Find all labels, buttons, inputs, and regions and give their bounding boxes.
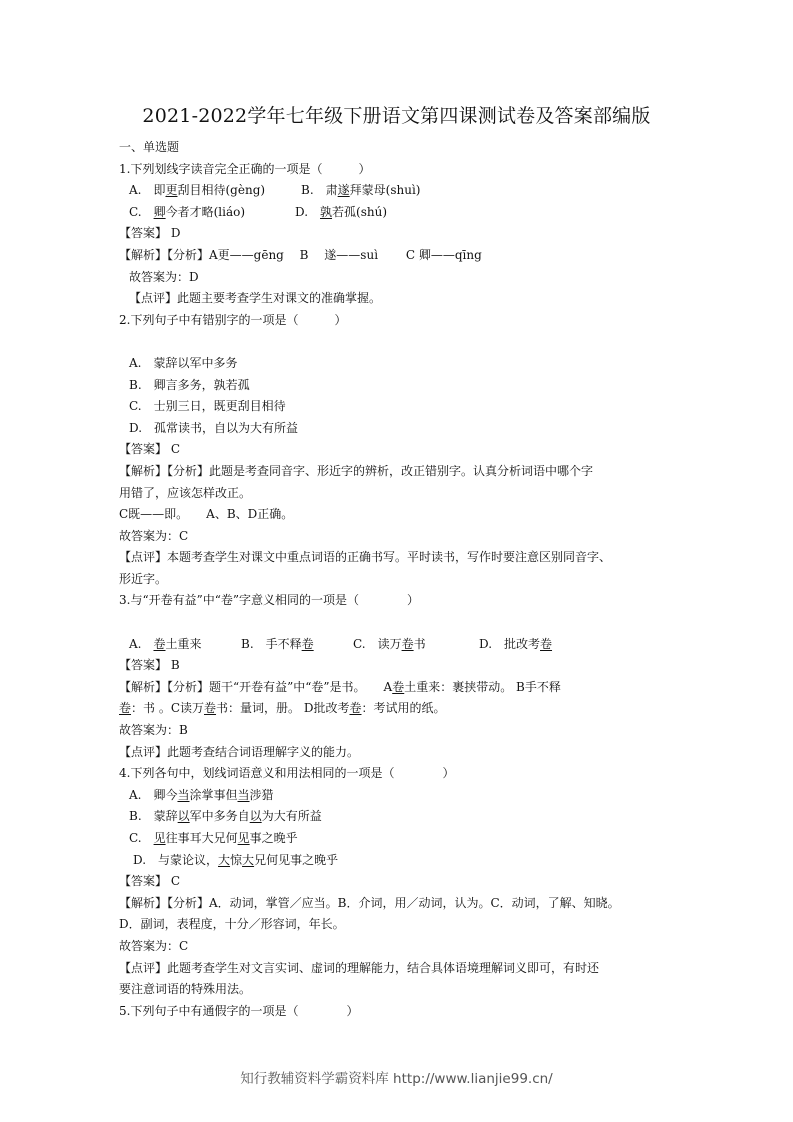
spacer bbox=[119, 612, 689, 634]
footer-watermark: 知行教辅资料学霸资料库 http://www.lianjie99.cn/ bbox=[240, 1071, 553, 1087]
q3-stem: 3.与“开卷有益”中“卷”字意义相同的一项是（ ） bbox=[119, 593, 419, 608]
section-heading: 一、单选题 bbox=[119, 140, 180, 154]
q3-analysis-line-1: 【解析】【分析】题干“开卷有益”中“卷”是书。 A卷土重来：裹挟带动。 B手不释 bbox=[119, 679, 561, 694]
q3-option-c: C. 读万卷书 bbox=[353, 636, 426, 651]
q1-comment: 【点评】此题主要考查学生对课文的准确掌握。 bbox=[129, 291, 382, 306]
q2-analysis-line-1: 【解析】【分析】此题是考查同音字、形近字的辨析，改正错别字。认真分析词语中哪个字 bbox=[119, 463, 594, 478]
q1-option-d: D. 孰若孤(shú) bbox=[295, 204, 388, 219]
q2-comment-line-2: 形近字。 bbox=[119, 571, 168, 586]
q4-option-d: D. 与蒙论议，大惊大兄何见事之晚乎 bbox=[133, 852, 339, 867]
q2-conclusion: 故答案为：C bbox=[119, 528, 189, 543]
q4-conclusion: 故答案为：C bbox=[119, 938, 189, 953]
q1-conclusion: 故答案为：D bbox=[129, 269, 199, 284]
q2-option-d: D. 孤常读书，自以为大有所益 bbox=[129, 420, 299, 435]
q4-comment-line-2: 要注意词语的特殊用法。 bbox=[119, 982, 252, 997]
q5-stem: 5.下列句子中有通假字的一项是（ ） bbox=[119, 1003, 359, 1018]
q1-options-row-2 bbox=[119, 202, 689, 224]
q4-option-a: A. 卿今当涂掌事但当涉猎 bbox=[129, 787, 274, 802]
q2-comment-line-1: 【点评】本题考查学生对课文中重点词语的正确书写。平时读书，写作时要注意区别同音字、 bbox=[119, 550, 612, 565]
q2-analysis-line-2: 用错了，应该怎样改正。 bbox=[119, 485, 252, 500]
q1-options-row-1 bbox=[119, 180, 689, 202]
q2-answer: 【答案】 C bbox=[119, 442, 180, 457]
q1-answer: 【答案】 D bbox=[119, 226, 181, 241]
q3-comment: 【点评】此题考查结合词语理解字义的能力。 bbox=[119, 744, 360, 759]
q1-option-a: A. 即更刮目相待(gèng) bbox=[129, 183, 266, 198]
q1-option-c: C. 卿今者才略(liáo) bbox=[129, 204, 246, 219]
q3-conclusion: 故答案为：B bbox=[119, 723, 188, 738]
q4-option-b: B. 蒙辞以军中多务自以为大有所益 bbox=[129, 809, 322, 824]
q2-option-c: C. 士别三日，既更刮目相待 bbox=[129, 399, 286, 414]
q4-analysis-line-2: D．副词，表程度，十分／形容词，年长。 bbox=[119, 917, 345, 932]
q2-option-a: A. 蒙辞以军中多务 bbox=[129, 355, 238, 370]
q3-option-a: A. 卷土重来 bbox=[129, 636, 202, 651]
q3-options-row bbox=[119, 634, 689, 656]
spacer bbox=[119, 331, 689, 353]
document-title: 2021-2022学年七年级下册语文第四课测试卷及答案部编版 bbox=[142, 105, 651, 127]
q2-option-b: B. 卿言多务，孰若孤 bbox=[129, 377, 250, 392]
q4-analysis-line-1: 【解析】【分析】A．动词，掌管／应当。B．介词，用／动词，认为。C．动词，了解、知晓。 bbox=[119, 895, 620, 910]
q2-analysis-line-3: C既——即。 A、B、D正确。 bbox=[119, 507, 294, 522]
q4-option-c: C. 见往事耳大兄何见事之晚乎 bbox=[129, 831, 298, 845]
q4-answer: 【答案】 C bbox=[119, 874, 180, 889]
q4-comment-line-1: 【点评】此题考查学生对文言实词、虚词的理解能力，结合具体语境理解词义即可，有时还 bbox=[119, 960, 600, 975]
document-body bbox=[119, 137, 689, 1022]
q2-stem: 2.下列句子中有错别字的一项是（ ） bbox=[119, 312, 347, 327]
q1-stem: 1.下列划线字读音完全正确的一项是（ ） bbox=[119, 161, 371, 176]
q4-stem: 4.下列各句中，划线词语意义和用法相同的一项是（ ） bbox=[119, 766, 455, 781]
q1-analysis: 【解析】【分析】A更——gēng B 遂——suì C 卿——qīng bbox=[119, 247, 482, 262]
q3-option-d: D. 批改考卷 bbox=[479, 636, 553, 651]
q1-option-b: B. 肃遂拜蒙母(shuì) bbox=[301, 183, 421, 198]
q3-analysis-line-2: 卷：书 。C读万卷书：量词，册。 D批改考卷：考试用的纸。 bbox=[119, 701, 446, 716]
q3-answer: 【答案】 B bbox=[119, 658, 180, 673]
q3-option-b: B. 手不释卷 bbox=[241, 636, 314, 651]
